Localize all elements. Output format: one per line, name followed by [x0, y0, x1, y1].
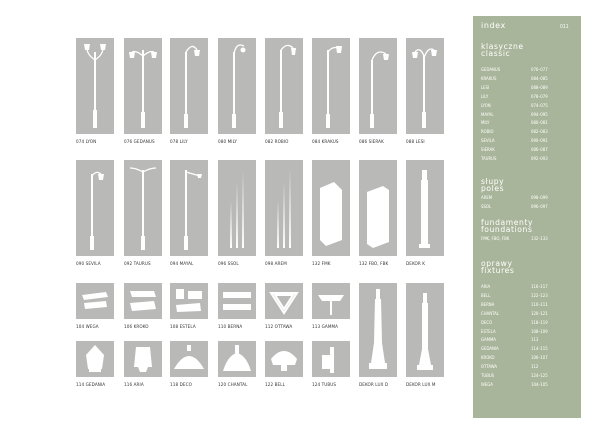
product-tile-sevila[interactable]	[76, 160, 114, 256]
caption-lesi: 088 LESI	[406, 140, 425, 145]
caption-sevila: 090 SEVILA	[76, 262, 101, 267]
index-row-pages: 096–097	[531, 204, 548, 210]
lily-lamp-icon	[170, 38, 208, 134]
index-row-pages: 124–125	[531, 374, 548, 379]
index-row-name: TUBUS	[481, 374, 495, 379]
ottawa-fixture-icon	[265, 283, 303, 319]
caption-dekor-k: DEKOR K	[406, 262, 426, 267]
lesi-lamp-icon	[406, 38, 444, 134]
product-tile-gedania[interactable]	[76, 341, 114, 377]
caption-mayal: 094 MAYAL	[170, 262, 194, 267]
product-tile-wega[interactable]	[76, 283, 114, 319]
caption-fmk: 132 FMK	[312, 262, 331, 267]
caption-tubus: 124 TUBUS	[312, 383, 337, 388]
index-row-pages: 104–105	[531, 382, 548, 388]
krakus-lamp-icon	[312, 38, 350, 134]
index-row-pages: 074–075	[531, 103, 548, 109]
index-row-name: KRAKUS	[481, 76, 497, 82]
page-number: 011	[560, 24, 569, 30]
index-row-pages: 110–111	[531, 302, 548, 308]
product-tile-dekor-k[interactable]	[406, 160, 444, 256]
index-row-name: LESI	[481, 85, 490, 91]
mayal-lamp-icon	[170, 160, 208, 256]
index-row-name: SEVILA	[481, 139, 495, 145]
index-row-name: ESTELA	[481, 329, 496, 335]
index-row-pages: 084–085	[531, 76, 548, 82]
index-row-pages: 132–133	[531, 237, 548, 242]
product-tile-kroko[interactable]	[124, 283, 162, 319]
index-row-pages: 122–123	[531, 293, 548, 299]
caption-gamma: 113 GAMMA	[312, 325, 339, 330]
product-tile-gedanus[interactable]	[124, 38, 162, 134]
section-title-classic-en: classic	[481, 49, 511, 58]
index-row-name: LYON	[481, 103, 491, 109]
index-row-name: MAYAL	[481, 112, 494, 118]
fmk-foundation-icon	[312, 160, 350, 256]
berna-fixture-icon	[218, 283, 256, 319]
mily-lamp-icon	[218, 38, 256, 134]
caption-krakus: 084 KRAKUS	[312, 140, 339, 145]
index-row-pages: 098–099	[531, 196, 548, 201]
arem-pole-icon	[265, 160, 303, 256]
index-row-pages: 114–115	[531, 347, 548, 353]
product-tile-lesi[interactable]	[406, 38, 444, 134]
product-tile-krakus[interactable]	[312, 38, 350, 134]
chantal-fixture-icon	[218, 341, 256, 377]
caption-lily: 078 LILY	[170, 140, 188, 145]
caption-lyon: 074 LYON	[76, 140, 97, 145]
index-row-pages: 116–117	[531, 285, 548, 290]
fbo-fbk-foundation-icon	[359, 160, 397, 256]
index-row-pages: 118–119	[531, 320, 548, 326]
index-row-name: ROBIO	[481, 130, 494, 136]
index-row-pages: 080–081	[531, 121, 548, 127]
caption-wega: 104 WEGA	[76, 325, 99, 330]
product-tile-fbo-fbk[interactable]	[359, 160, 397, 256]
caption-gedania: 114 GEDANIA	[76, 383, 106, 388]
index-row-name: SIERAK	[481, 148, 495, 154]
index-row-pages: 076–077	[531, 68, 548, 73]
dekor-lux-m-column-icon	[406, 283, 444, 377]
index-row-name: GAMMA	[481, 338, 496, 344]
index-row-name: DECO	[481, 320, 493, 326]
index-row-pages: 088–089	[531, 85, 548, 91]
section-title-fixtures-pl: oprawy	[481, 259, 513, 268]
ssol-pole-icon	[218, 160, 256, 256]
tubus-fixture-icon	[312, 341, 350, 377]
kroko-fixture-icon	[124, 283, 162, 319]
caption-ottawa: 112 OTTAWA	[265, 325, 293, 330]
gedanus-lamp-icon	[124, 38, 162, 134]
index-row-name: GEDANUS	[481, 68, 501, 73]
sevila-lamp-icon	[76, 160, 114, 256]
product-tile-dekor-lux-m[interactable]	[406, 283, 444, 377]
index-title: index	[481, 21, 506, 30]
sierak-lamp-icon	[359, 38, 397, 134]
section-title-classic-pl: klasyczne	[481, 42, 524, 51]
caption-gedanus: 076 GEDANUS	[124, 140, 155, 145]
product-tile-mily[interactable]	[218, 38, 256, 134]
product-tile-dekor-lux-d[interactable]	[359, 283, 397, 377]
caption-deco: 118 DECO	[170, 383, 192, 388]
index-row-pages: 086–087	[531, 148, 548, 154]
index-row-name: GEDANIA	[481, 347, 499, 353]
index-row-pages: 092–093	[531, 157, 548, 162]
product-tile-mayal[interactable]	[170, 160, 208, 256]
taurus-lamp-icon	[124, 160, 162, 256]
lyon-lamp-icon	[76, 38, 114, 134]
index-row-name: CHANTAL	[481, 311, 499, 317]
section-title-poles-en: poles	[481, 184, 505, 193]
caption-estela: 108 ESTELA	[170, 325, 196, 330]
gedania-fixture-icon	[76, 341, 114, 377]
product-tile-ssol[interactable]	[218, 160, 256, 256]
product-tile-sierak[interactable]	[359, 38, 397, 134]
caption-mily: 080 MILY	[218, 140, 237, 145]
product-tile-arem[interactable]	[265, 160, 303, 256]
caption-sierak: 086 SIERAK	[359, 140, 384, 145]
product-tile-tubus[interactable]	[312, 341, 350, 377]
index-row-pages: 113	[531, 338, 539, 344]
product-tile-robio[interactable]	[265, 38, 303, 134]
index-row-name: ARIA	[481, 285, 491, 290]
dekor-k-column-icon	[406, 160, 444, 256]
robio-lamp-icon	[265, 38, 303, 134]
deco-fixture-icon	[170, 341, 208, 377]
caption-taurus: 092 TAURUS	[124, 262, 151, 267]
product-tile-fmk[interactable]	[312, 160, 350, 256]
caption-kroko: 106 KROKO	[124, 325, 149, 330]
index-panel	[473, 16, 581, 418]
product-tile-berna[interactable]	[218, 283, 256, 319]
index-row-name: KROKO	[481, 356, 495, 362]
index-row-name: OTTAWA	[481, 365, 497, 371]
index-row-pages: 078–079	[531, 94, 548, 100]
caption-aria: 116 ARIA	[124, 383, 144, 388]
index-row-pages: 120–121	[531, 311, 548, 317]
caption-fbo-fbk: 132 FBO, FBK	[359, 262, 389, 267]
index-row-name: BERNA	[481, 302, 495, 308]
index-row-pages: 106–107	[531, 356, 548, 362]
gamma-fixture-icon	[312, 283, 350, 319]
section-title-foundations-en: foundations	[481, 225, 533, 234]
section-title-poles-pl: słupy	[481, 177, 505, 186]
caption-chantal: 120 CHANTAL	[218, 383, 248, 388]
section-title-foundations-pl: fundamenty	[481, 218, 534, 227]
caption-bell: 122 BELL	[265, 383, 286, 388]
product-tile-estela[interactable]	[170, 283, 208, 319]
product-tile-ottawa[interactable]	[265, 283, 303, 319]
index-row-name: FMK, FBO, FBK	[481, 237, 510, 242]
dekor-lux-d-column-icon	[359, 283, 397, 377]
index-row-pages: 090–091	[531, 139, 548, 145]
product-tile-aria[interactable]	[124, 341, 162, 377]
index-row-pages: 094–095	[531, 112, 548, 118]
index-row-pages: 108–109	[531, 329, 548, 335]
index-row-name: TAURUS	[481, 157, 497, 162]
estela-fixture-icon	[170, 283, 208, 319]
aria-fixture-icon	[124, 341, 162, 377]
index-row-name: SSOL	[481, 204, 492, 210]
product-tile-chantal[interactable]	[218, 341, 256, 377]
index-row-name: AREM	[481, 196, 493, 201]
product-tile-lyon[interactable]	[76, 38, 114, 134]
wega-fixture-icon	[76, 283, 114, 319]
section-title-fixtures-en: fixtures	[481, 266, 515, 275]
product-tile-taurus[interactable]	[124, 160, 162, 256]
caption-berna: 110 BERNA	[218, 325, 243, 330]
index-row-pages: 082–083	[531, 130, 548, 136]
index-row-name: WEGA	[481, 382, 493, 388]
caption-dekor-lux-d: DEKOR LUX D	[359, 383, 389, 388]
caption-robio: 082 ROBIO	[265, 140, 289, 145]
product-tile-lily[interactable]	[170, 38, 208, 134]
product-tile-bell[interactable]	[265, 341, 303, 377]
caption-arem: 098 AREM	[265, 262, 287, 267]
caption-ssol: 096 SSOL	[218, 262, 239, 267]
index-row-name: LILY	[481, 94, 489, 100]
bell-fixture-icon	[265, 341, 303, 377]
product-tile-gamma[interactable]	[312, 283, 350, 319]
index-row-pages: 112	[531, 365, 539, 371]
index-row-name: MILY	[481, 121, 490, 127]
caption-dekor-lux-m: DEKOR LUX M	[406, 383, 436, 388]
index-row-name: BELL	[481, 293, 491, 299]
product-tile-deco[interactable]	[170, 341, 208, 377]
